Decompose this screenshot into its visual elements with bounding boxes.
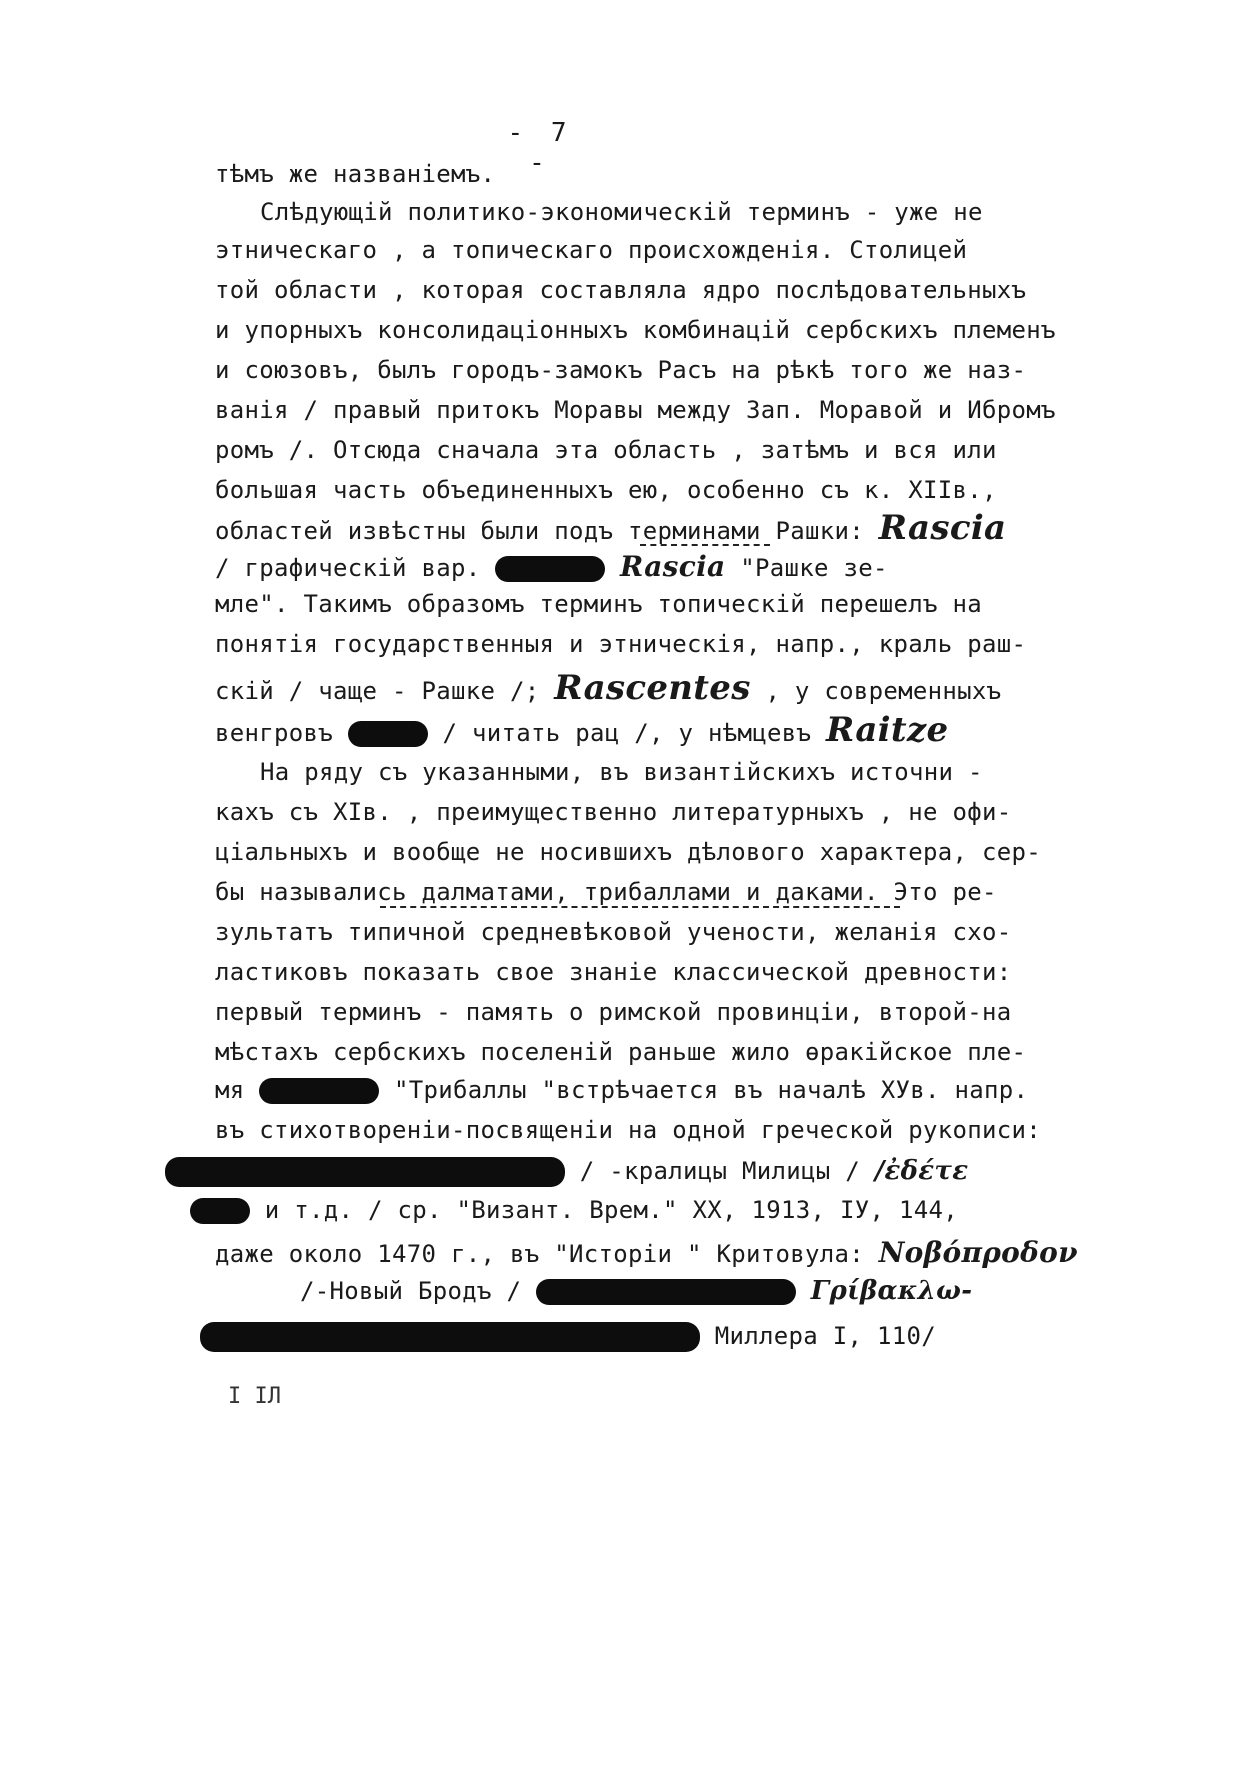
handwritten-word: Γρίβακλω- (810, 1276, 973, 1306)
text-line: большая часть объединенныхъ ею, особенно съ к. XIIв., (215, 476, 997, 504)
page-number: - 7 - (507, 118, 573, 178)
ink-blot (536, 1279, 796, 1305)
text-segment: "Трибаллы "встрѣчается въ началѣ XУв. напр. (394, 1076, 1029, 1104)
text-line: кахъ съ XIв. , преимущественно литературныхъ , не офи- (215, 798, 1012, 826)
text-segment: / читать рац /, у нѣмцевъ (442, 719, 812, 747)
ink-blot (190, 1198, 250, 1224)
handwritten-word: Rascia (620, 550, 726, 583)
text-line: Слѣдующій политико-экономическій терминъ - уже не (260, 198, 983, 226)
text-line: На ряду съ указанными, въ византійскихъ источни - (260, 758, 983, 786)
handwritten-word: Raitze (825, 710, 949, 750)
handwritten-word: Rascentes (554, 668, 751, 708)
text-line (215, 508, 1006, 548)
text-line: мле". Такимъ образомъ терминъ топическій перешелъ на (215, 590, 982, 618)
text-line (215, 668, 1001, 708)
text-segment: мя (215, 1076, 245, 1104)
ink-blot (348, 721, 428, 747)
text-segment: венгровъ (215, 719, 333, 747)
text-line: мѣстахъ сербскихъ поселеній раньше жило ѳракійское пле- (215, 1038, 1027, 1066)
dashed-underline (380, 906, 900, 908)
text-segment: / графическій вар. (215, 554, 481, 582)
ink-blot (200, 1322, 700, 1352)
text-segment: , у современныхъ (765, 677, 1002, 705)
text-line: бы назывались далматами, трибаллами и даками. Это ре- (215, 878, 997, 906)
text-segment: "Рашке зе- (740, 554, 888, 582)
text-segment: и т.д. / ср. "Визант. Врем." XX, 1913, IУ, 144, (264, 1196, 958, 1224)
text-line: той области , которая составляла ядро послѣдовательныхъ (215, 276, 1027, 304)
handwritten-word: Νοβόπροδον (878, 1236, 1078, 1269)
text-line: тѣмъ же названіемъ. (215, 160, 496, 188)
text-line: ціальныхъ и вообще не носившихъ дѣлового характера, сер- (215, 838, 1041, 866)
page-scrap: I ІЛ (228, 1384, 281, 1409)
text-line (190, 1196, 958, 1224)
ink-blot (259, 1078, 379, 1104)
text-line (215, 710, 948, 750)
text-line: и союзовъ, былъ городъ-замокъ Расъ на рѣкѣ того же наз- (215, 356, 1027, 384)
text-line: въ стихотвореніи-посвященіи на одной греческой рукописи: (215, 1116, 1041, 1144)
text-segment: / -кралицы Милицы / (579, 1157, 860, 1185)
text-line (215, 1236, 1078, 1269)
ink-blot (495, 556, 605, 582)
text-line: ромъ /. Отсюда сначала эта область , затѣмъ и вся или (215, 436, 997, 464)
text-line (215, 550, 888, 583)
text-segment: скій / чаще - Рашке /; (215, 677, 540, 705)
text-segment: даже около 1470 г., въ "Исторіи " Критовула: (215, 1240, 864, 1268)
handwritten-word: /ἐδέτε (874, 1156, 969, 1186)
text-line: ванія / правый притокъ Моравы между Зап. Моравой и Ибромъ (215, 396, 1056, 424)
text-segment: /-Новый Бродъ / (300, 1277, 522, 1305)
text-line: этническаго , а топическаго происхожденія. Столицей (215, 236, 968, 264)
text-line: понятія государственныя и этническія, напр., краль раш- (215, 630, 1027, 658)
text-line: ластиковъ показать свое знаніе классической древности: (215, 958, 1012, 986)
text-line (165, 1156, 968, 1187)
dashed-underline (640, 544, 770, 546)
ink-blot (165, 1157, 565, 1187)
text-segment: областей извѣстны были подъ терминами Рашки: (215, 517, 864, 545)
handwritten-word: Rascia (878, 508, 1007, 548)
text-line (200, 1322, 936, 1352)
text-line: и упорныхъ консолидаціонныхъ комбинацій сербскихъ племенъ (215, 316, 1056, 344)
text-line: зультатъ типичной средневѣковой учености, желанія схо- (215, 918, 1012, 946)
text-line: первый терминъ - память о римской провинціи, второй-на (215, 998, 1012, 1026)
text-segment: Миллера I, 110/ (714, 1322, 936, 1350)
text-line (215, 1076, 1028, 1104)
text-line (300, 1276, 972, 1306)
